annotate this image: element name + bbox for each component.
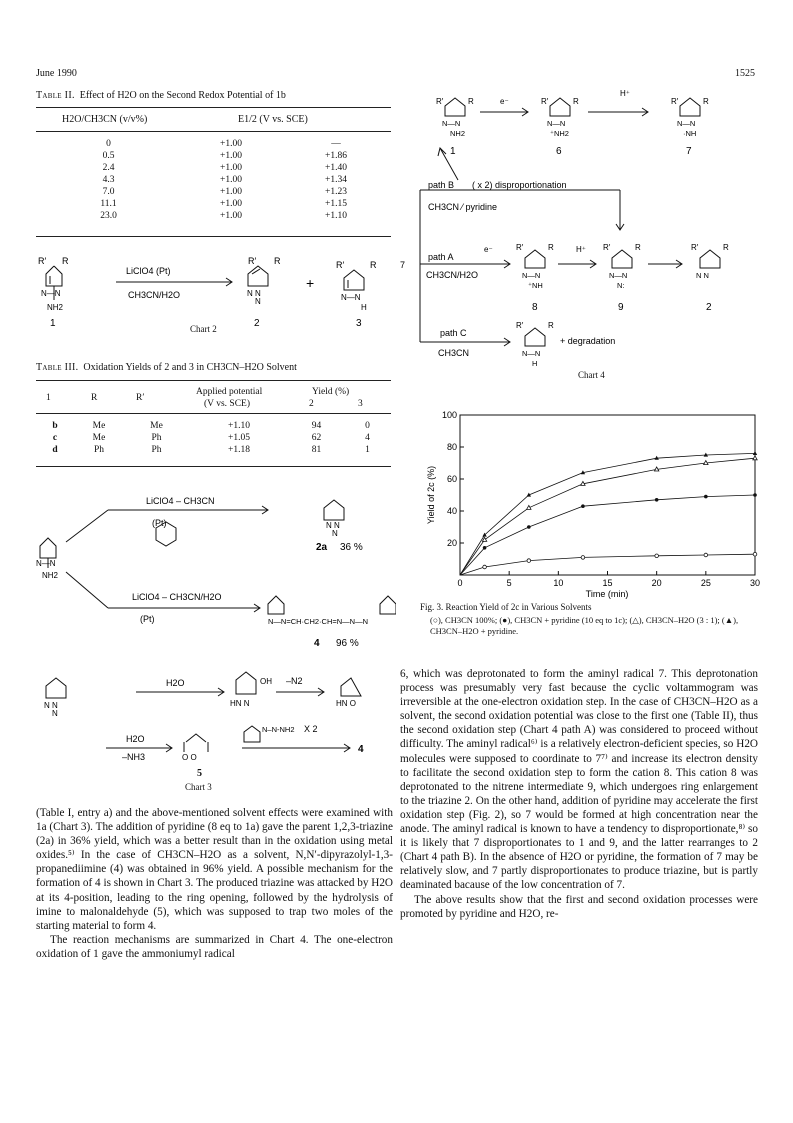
table2-cell: 23.0	[100, 211, 117, 221]
x-tick-label: 5	[506, 578, 512, 588]
data-point	[581, 481, 585, 485]
y-tick-label: 80	[446, 442, 457, 452]
svg-text:N—N: N—N	[522, 349, 541, 358]
svg-text:36 %: 36 %	[340, 542, 363, 553]
svg-text:6: 6	[556, 146, 562, 157]
svg-text:1: 1	[50, 318, 56, 329]
svg-text:⁺NH: ⁺NH	[528, 281, 543, 290]
table2-cell: 2.4	[102, 163, 115, 173]
svg-text:9: 9	[618, 302, 624, 313]
data-point	[704, 553, 708, 557]
y-axis-label: Yield of 2c (%)	[426, 465, 436, 525]
series-line	[460, 458, 755, 575]
svg-text:4: 4	[314, 638, 320, 649]
svg-text:R′: R′	[436, 97, 444, 106]
table3-cell: 94	[311, 421, 322, 431]
data-point	[654, 467, 658, 471]
svg-text:path B: path B	[428, 180, 455, 190]
table2-cell: +1.23	[325, 187, 347, 197]
data-point	[483, 565, 487, 569]
svg-text:R: R	[573, 97, 579, 106]
table3-cell: 0	[365, 421, 370, 431]
svg-text:H: H	[361, 303, 367, 312]
svg-text:H2O: H2O	[126, 734, 145, 744]
table2-cell: +1.00	[220, 199, 242, 209]
svg-text:R: R	[274, 256, 281, 266]
svg-text:2: 2	[706, 302, 712, 313]
table2-row	[36, 150, 391, 162]
data-point	[753, 493, 757, 497]
table3-row	[36, 432, 391, 444]
svg-text:H⁺: H⁺	[576, 245, 586, 254]
svg-text:R′: R′	[336, 260, 345, 270]
table3-cell: 81	[311, 445, 322, 455]
table3-cell: Me	[150, 421, 163, 431]
svg-text:NH2: NH2	[450, 129, 466, 138]
svg-text:e⁻: e⁻	[500, 97, 509, 106]
chart2-reagent-top: LiClO4 (Pt)	[126, 266, 171, 276]
svg-text:3: 3	[356, 318, 362, 329]
svg-text:⁺NH2: ⁺NH2	[550, 129, 569, 138]
svg-text:96 %: 96 %	[336, 638, 359, 649]
svg-text:e⁻: e⁻	[484, 245, 493, 254]
table2-caption: Table II. Effect of H2O on the Second Redox Potential of 1b	[36, 90, 286, 101]
table2-row	[36, 162, 391, 174]
svg-text:N—N: N—N	[41, 289, 61, 298]
table3-cell: Me	[92, 421, 106, 431]
table2-cell: 0	[106, 139, 111, 149]
x-tick-label: 20	[651, 578, 662, 588]
table3-cell: b	[52, 421, 58, 431]
svg-text:N—N: N—N	[341, 293, 361, 302]
chart3-caption: Chart 3	[185, 782, 212, 792]
svg-text:X 2: X 2	[304, 724, 318, 734]
svg-text:+: +	[306, 275, 315, 291]
table2-cell: —	[331, 139, 341, 149]
table3-cell: +1.05	[228, 433, 250, 443]
table2-row	[36, 198, 391, 210]
table2-col2-header: E1/2 (V vs. SCE)	[238, 114, 308, 125]
table3-cell: +1.18	[228, 445, 250, 455]
table2-cell: +1.15	[325, 199, 347, 209]
chart2-reagent-bottom: CH3CN/H2O	[128, 290, 181, 300]
svg-text:R: R	[468, 97, 474, 106]
svg-text:N: N	[255, 297, 261, 306]
svg-text:R′: R′	[541, 97, 549, 106]
table3-cell: Ph	[93, 445, 105, 455]
svg-text:R′: R′	[603, 243, 611, 252]
svg-text:4: 4	[358, 744, 364, 755]
data-point	[655, 554, 659, 558]
svg-text:1: 1	[450, 146, 456, 157]
x-tick-label: 10	[553, 578, 564, 588]
svg-text:N—N: N—N	[522, 271, 541, 280]
svg-text:( x 2) disproportionation: ( x 2) disproportionation	[472, 180, 567, 190]
table3-caption: Table III. Oxidation Yields of 2 and 3 in CH3CN–H2O Solvent	[36, 362, 297, 373]
svg-text:7: 7	[400, 260, 406, 270]
table2-row	[36, 138, 391, 150]
data-point	[753, 456, 757, 460]
svg-text:N–N-NH2: N–N-NH2	[262, 725, 295, 734]
svg-text:path C: path C	[440, 328, 467, 338]
svg-text:HN N: HN N	[230, 699, 250, 708]
svg-text:N: N	[52, 709, 58, 718]
chart2-caption: Chart 2	[190, 324, 217, 334]
data-point	[753, 552, 757, 556]
chart3-upper-reagent: LiClO4 – CH3CN	[146, 496, 215, 506]
x-tick-label: 0	[457, 578, 463, 588]
series-line	[460, 495, 755, 575]
svg-text:8: 8	[532, 302, 538, 313]
svg-text:2: 2	[254, 318, 260, 329]
svg-text:+ degradation: + degradation	[560, 336, 616, 346]
data-point	[704, 495, 708, 499]
svg-text:O O: O O	[182, 753, 197, 760]
svg-text:HN O: HN O	[336, 699, 356, 708]
data-point	[581, 504, 585, 508]
table3-cell: Ph	[151, 433, 162, 443]
table3-cell: +1.10	[228, 421, 250, 431]
svg-text:R: R	[62, 256, 69, 266]
svg-text:N—N: N—N	[547, 119, 566, 128]
svg-text:H: H	[532, 359, 538, 368]
svg-text:R′: R′	[671, 97, 679, 106]
svg-text:N—N=CH·CH2·CH=N—N—N: N—N=CH·CH2·CH=N—N—N	[268, 617, 369, 626]
table2-cell: +1.00	[220, 163, 242, 173]
svg-text:–NH3: –NH3	[122, 752, 146, 760]
table3-cell: 62	[311, 433, 322, 443]
data-point	[753, 451, 757, 455]
chart4-caption: Chart 4	[578, 370, 605, 380]
y-tick-label: 40	[446, 506, 457, 516]
svg-text:R: R	[723, 243, 729, 252]
svg-text:R: R	[703, 97, 709, 106]
x-tick-label: 30	[749, 578, 761, 588]
data-point	[527, 525, 531, 529]
svg-text:N N: N N	[44, 701, 58, 710]
table2-cell: +1.86	[325, 151, 347, 161]
table3-cell: c	[52, 433, 58, 443]
svg-text:N: N	[332, 529, 338, 538]
svg-text:R′: R′	[38, 256, 47, 266]
y-tick-label: 20	[446, 538, 457, 548]
svg-text:H2O: H2O	[166, 678, 185, 688]
table3-cell: Ph	[151, 445, 162, 455]
table2-cell: 4.3	[102, 175, 115, 185]
svg-text:N N: N N	[247, 289, 261, 298]
table2-row	[36, 210, 391, 222]
svg-text:NH2: NH2	[47, 303, 64, 312]
fig3-chart	[420, 405, 780, 600]
page-number: 1525	[735, 68, 755, 79]
fig3-caption: Fig. 3. Reaction Yield of 2c in Various Solvents	[420, 602, 592, 612]
svg-text:R: R	[635, 243, 641, 252]
table2-row	[36, 174, 391, 186]
table3-cell: d	[52, 445, 58, 455]
table2-cell: +1.00	[220, 211, 242, 221]
svg-text:R′: R′	[516, 321, 524, 330]
table2-row	[36, 186, 391, 198]
svg-text:7: 7	[686, 146, 692, 157]
chart3-scheme	[36, 480, 396, 760]
svg-text:N N: N N	[326, 521, 340, 530]
svg-text:R′: R′	[248, 256, 257, 266]
table2-cell: +1.10	[325, 211, 347, 221]
table2-cell: 0.5	[102, 151, 115, 161]
fig3-legend: (○), CH3CN 100%; (●), CH3CN + pyridine (10 eq to 1c); (△), CH3CN–H2O (3 : 1); (▲), CH3CN–H2O + pyridine.	[430, 615, 739, 636]
table3-body	[36, 420, 391, 456]
chart4-scheme	[400, 84, 765, 384]
table2-cell: 7.0	[102, 187, 115, 197]
x-axis-label: Time (min)	[585, 589, 629, 599]
table3-cell: 4	[365, 433, 370, 443]
svg-text:N:: N:	[617, 281, 625, 290]
svg-text:CH3CN ⁄ pyridine: CH3CN ⁄ pyridine	[428, 202, 498, 212]
svg-text:(Pt): (Pt)	[152, 518, 167, 528]
svg-text:N—N: N—N	[36, 559, 56, 568]
data-point	[704, 461, 708, 465]
table2-col1-header: H2O/CH3CN (v/v%)	[62, 114, 148, 125]
table2-cell: +1.00	[220, 139, 242, 149]
data-point	[655, 498, 659, 502]
table2-cell: +1.00	[220, 151, 242, 161]
svg-text:N—N: N—N	[442, 119, 461, 128]
svg-text:–N2: –N2	[286, 676, 303, 686]
y-tick-label: 60	[446, 474, 457, 484]
svg-text:N—N: N—N	[677, 119, 696, 128]
data-point	[581, 556, 585, 560]
plot-frame	[460, 415, 755, 575]
table2-cell: +1.34	[325, 175, 347, 185]
svg-text:NH2: NH2	[42, 571, 59, 580]
table2-cell: +1.40	[325, 163, 347, 173]
table2-cell: 11.1	[100, 199, 117, 209]
table3-row	[36, 420, 391, 432]
svg-text:N—N: N—N	[609, 271, 628, 280]
svg-text:2a: 2a	[316, 542, 328, 553]
svg-text:N N: N N	[696, 271, 709, 280]
table2-cell: +1.00	[220, 175, 242, 185]
x-tick-label: 25	[700, 578, 711, 588]
svg-text:OH: OH	[260, 677, 272, 686]
svg-text:·NH: ·NH	[683, 129, 697, 138]
table2-cell: +1.00	[220, 187, 242, 197]
data-point	[527, 505, 531, 509]
chart3-label-5: 5	[197, 768, 202, 779]
svg-text:(Pt): (Pt)	[140, 614, 155, 624]
running-date: June 1990	[36, 68, 77, 79]
svg-text:R: R	[548, 321, 554, 330]
svg-text:R′: R′	[691, 243, 699, 252]
svg-text:CH3CN/H2O: CH3CN/H2O	[426, 270, 479, 280]
svg-text:path A: path A	[428, 252, 454, 262]
svg-text:R′: R′	[516, 243, 524, 252]
left-column-text: (Table I, entry a) and the above-mentioned solvent effects were examined with 1a (Chart 3). The addition of pyridine (8 eq to 1a) gave the parent 1,2,3-triazine (2a) in 36% yield, which was a better result than in the oxidation using metal oxides.⁵⁾ In the case of CH3CN–H2O as a solvent, N,N′-dipyrazolyl-1,3-propanediimine (4) was obtained in 96% yield. A possible mechanism for the formation of 4 is shown in Chart 3. The produced triazine was attacked by H2O at its 4-position, leading to the ring opening, followed by the hydrolysis of imine to malonaldehyde (5), which was supposed to trap two moles of the starting material to form 4. The reaction mechanisms are summarized in Chart 4. The one-electron oxidation of 1 gave the ammoniumyl radical	[36, 807, 393, 960]
svg-text:CH3CN: CH3CN	[438, 348, 470, 358]
table3-cell: Me	[92, 433, 106, 443]
right-column-text: 6, which was deprotonated to form the aminyl radical 7. This deprotonation process was presumably very fast because the cyclic voltammogram was irreversible at the one-electron oxidation step. In the case of CH3CN–H2O as a solvent, the second oxidation potential was close to the first one (Table II), thus the second oxidation step (Chart 4 path A) was considered to proceed without difficulty. The aminyl radical⁶⁾ is a relatively electron-deficient species, so H2O molecules were supposed to coordinate to 7⁷⁾ and increase its electron density to facilitate the second oxidation step to form the cation 8. This cation 8 was deprotonated to the nitrene intermediate 9, which undergoes ring enlargement to the triazine 2. On the other hand, addition of pyridine may accelerate the first oxidation step (Fig. 2), so 7 would be formed at high concentration near the anode. The aminyl radical is known to have a tendency to disproportionate,⁸⁾ so it is likely that 7 disproportionates to 1 and 9, and the latter rearranges to 2 (Chart 4 path B). In the absence of H2O or pyridine, the formation of 7 may be relatively slow, and 7 partly disproportionates to produce triazine, but is partly deaminated bacause of the low concentration of 7. The above results show that the first and second oxidation processes were promoted by pyridine and H2O, re-	[400, 668, 758, 920]
chart3-lower-reagent: LiClO4 – CH3CN/H2O	[132, 592, 222, 602]
table3-row	[36, 444, 391, 456]
y-tick-label: 100	[441, 410, 457, 420]
x-tick-label: 15	[602, 578, 613, 588]
data-point	[483, 546, 487, 550]
data-point	[527, 559, 531, 563]
svg-text:R: R	[548, 243, 554, 252]
svg-text:R: R	[370, 260, 377, 270]
table3-cell: 1	[365, 445, 370, 455]
table2-body	[36, 138, 391, 222]
svg-text:H⁺: H⁺	[620, 89, 630, 98]
